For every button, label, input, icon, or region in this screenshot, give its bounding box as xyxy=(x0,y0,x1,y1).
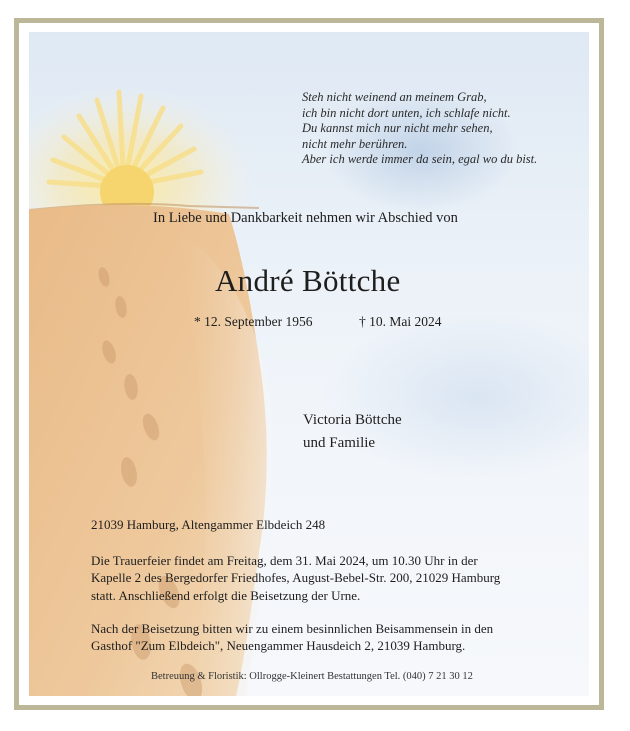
funeral-home-credit: Betreuung & Floristik: Ollrogge-Kleinert Bestattungen Tel. (040) 7 21 30 12 xyxy=(151,671,473,682)
poem-line: Aber ich werde immer da sein, egal wo du bist. xyxy=(302,152,538,167)
death-date: † 10. Mai 2024 xyxy=(359,314,442,329)
poem-line: Du kannst mich nur nicht mehr sehen, xyxy=(302,121,493,136)
obituary-card xyxy=(29,32,589,696)
gathering-line: Gasthof "Zum Elbdeich", Neuengammer Hausdeich 2, 21039 Hamburg. xyxy=(91,638,466,654)
poem-line: Steh nicht weinend an meinem Grab, xyxy=(302,90,487,104)
notice-frame xyxy=(14,18,604,710)
gathering-details xyxy=(91,620,493,655)
mourner-line: und Familie xyxy=(303,435,376,451)
gathering-line: Nach der Beisetzung bitten wir zu einem besinnlichen Beisammensein in den xyxy=(91,621,494,636)
poem-line: nicht mehr berühren. xyxy=(302,136,408,151)
farewell-intro: In Liebe und Dankbarkeit nehmen wir Abschied von xyxy=(153,210,458,226)
funeral-details xyxy=(91,552,500,604)
funeral-line: Die Trauerfeier findet am Freitag, dem 31. Mai 2024, um 10.30 Uhr in der xyxy=(91,553,478,568)
birth-date: * 12. September 1956 xyxy=(194,314,313,329)
poem-line: ich bin nicht dort unten, ich schlafe nicht. xyxy=(302,105,511,120)
funeral-line: statt. Anschließend erfolgt die Beisetzung der Urne. xyxy=(91,587,361,603)
poem xyxy=(302,90,537,168)
mourner-line: Victoria Böttche xyxy=(303,412,402,428)
mourners xyxy=(303,409,402,455)
funeral-line: Kapelle 2 des Bergedorfer Friedhofes, August-Bebel-Str. 200, 21029 Hamburg xyxy=(91,570,501,586)
family-address: 21039 Hamburg, Altengammer Elbdeich 248 xyxy=(91,517,326,532)
deceased-name: André Böttche xyxy=(215,263,401,298)
